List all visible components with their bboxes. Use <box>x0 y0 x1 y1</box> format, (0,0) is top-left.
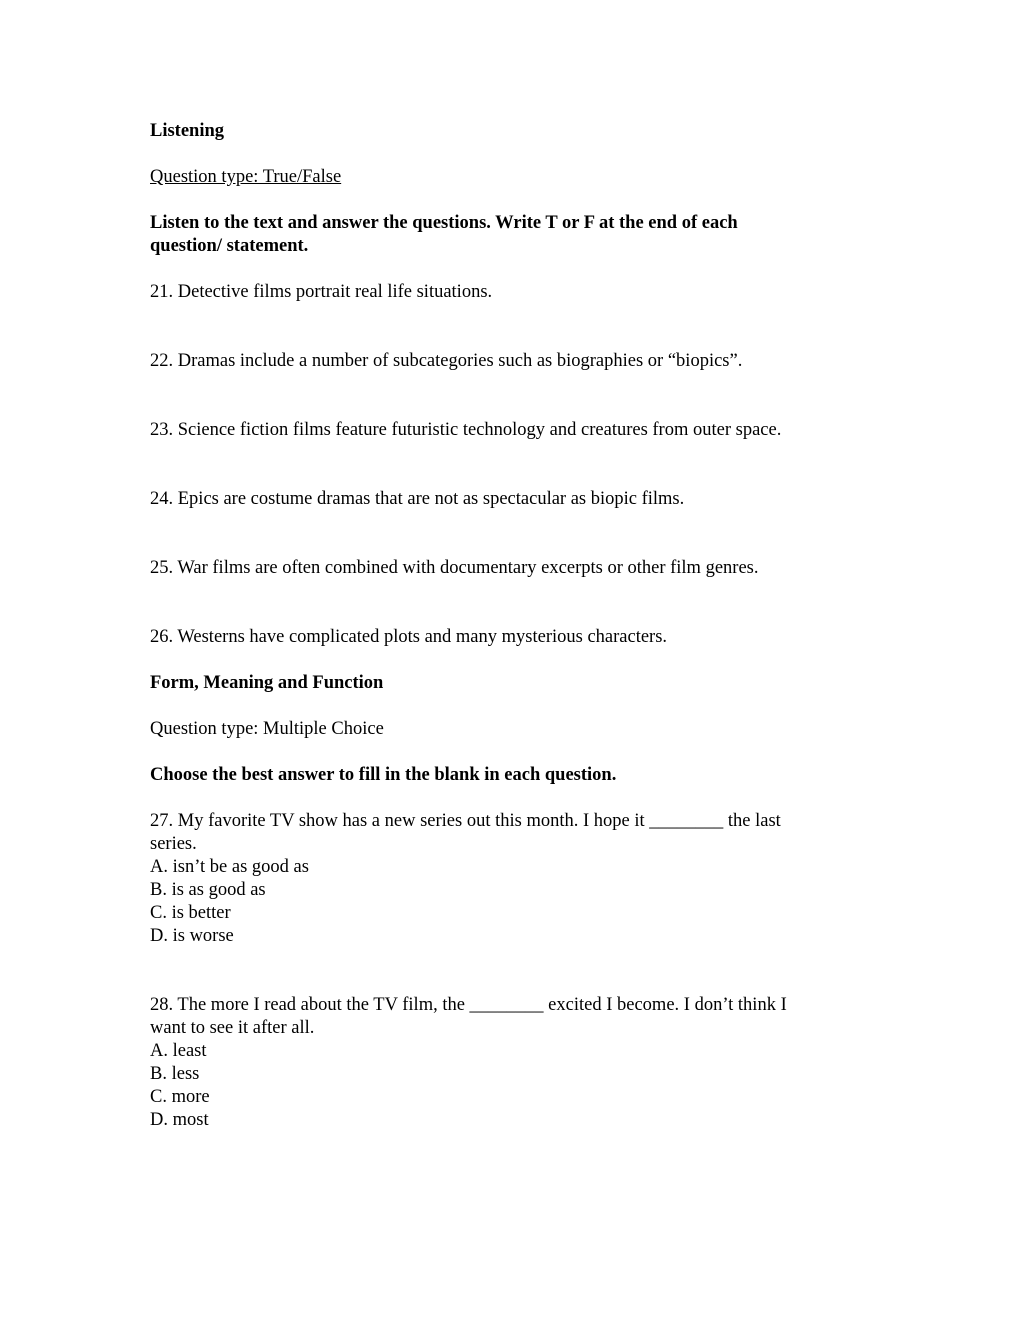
section-heading-listening: Listening <box>150 121 225 141</box>
option: D. most <box>150 1110 209 1130</box>
question-type: Question type: True/False <box>150 167 342 187</box>
question-27: 27. My favorite TV show has a new series out this month. I hope it ________ the last <box>150 811 781 831</box>
section-heading-form: Form, Meaning and Function <box>150 673 384 693</box>
option: B. less <box>150 1064 200 1084</box>
question-25: 25. War films are often combined with documentary excerpts or other film genres. <box>150 558 759 578</box>
option: A. least <box>150 1041 207 1061</box>
option: D. is worse <box>150 926 234 946</box>
question-24: 24. Epics are costume dramas that are not as spectacular as biopic films. <box>150 489 685 509</box>
question-23: 23. Science fiction films feature futuristic technology and creatures from outer space. <box>150 420 782 440</box>
instructions: Listen to the text and answer the questions. Write T or F at the end of each <box>150 213 738 233</box>
question-22: 22. Dramas include a number of subcategories such as biographies or “biopics”. <box>150 351 743 371</box>
question-26: 26. Westerns have complicated plots and many mysterious characters. <box>150 627 668 647</box>
option: A. isn’t be as good as <box>150 857 309 877</box>
question-21: 21. Detective films portrait real life situations. <box>150 282 493 302</box>
question-type-2: Question type: Multiple Choice <box>150 719 384 739</box>
option: C. more <box>150 1087 210 1107</box>
question-28: 28. The more I read about the TV film, the ________ excited I become. I don’t think I <box>150 995 787 1015</box>
question-28-cont: want to see it after all. <box>150 1018 315 1038</box>
instructions-cont: question/ statement. <box>150 236 309 256</box>
option: C. is better <box>150 903 231 923</box>
question-27-cont: series. <box>150 834 197 854</box>
instructions-2: Choose the best answer to fill in the blank in each question. <box>150 765 617 785</box>
option: B. is as good as <box>150 880 266 900</box>
